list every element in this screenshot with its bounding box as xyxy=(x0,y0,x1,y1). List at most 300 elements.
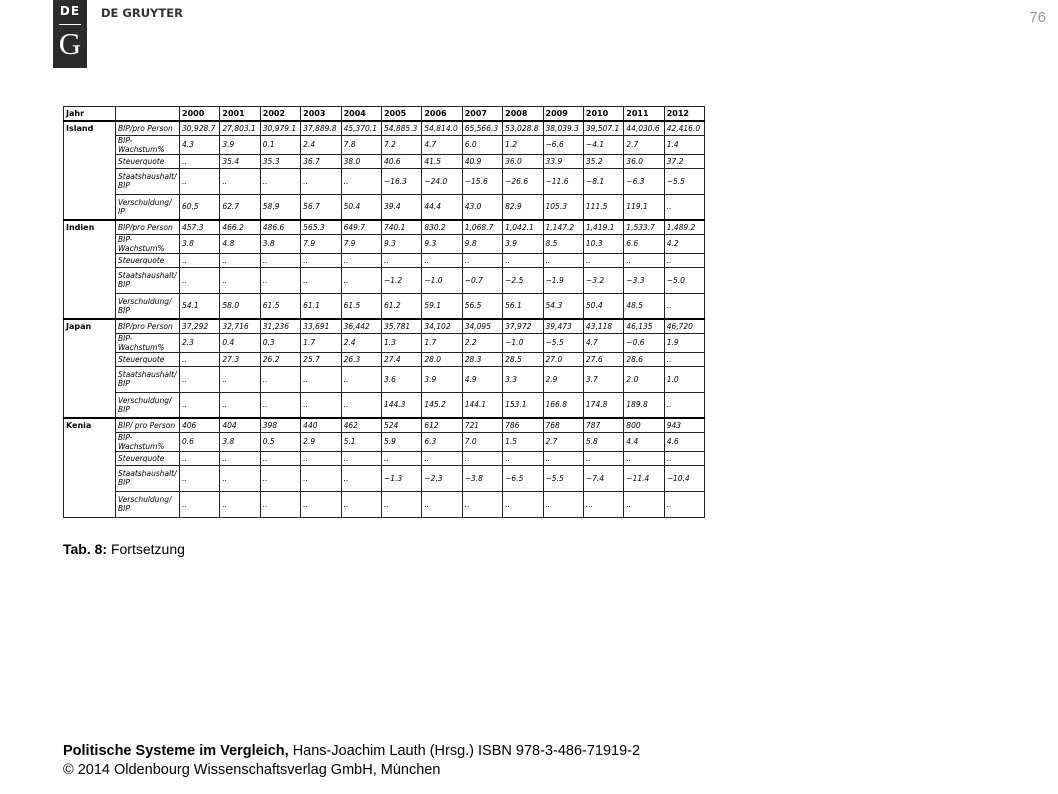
indicator-cell: Verschuldung/ IP xyxy=(116,194,180,220)
value-cell: 768 xyxy=(543,418,583,432)
indicator-cell: Staatshaushalt/ BIP xyxy=(116,267,180,293)
value-cell: −5.5 xyxy=(543,333,583,352)
value-cell: .. xyxy=(180,154,220,168)
value-cell: 36.7 xyxy=(301,154,341,168)
value-cell: .. xyxy=(180,168,220,194)
statistics-table xyxy=(63,106,705,518)
value-cell: 144.1 xyxy=(462,392,502,418)
value-cell: 2.9 xyxy=(301,432,341,451)
value-cell: 10.3 xyxy=(583,234,623,253)
caption-label: Tab. 8: xyxy=(63,541,108,557)
value-cell: 32,716 xyxy=(220,319,260,333)
value-cell: −0.6 xyxy=(624,333,664,352)
value-cell: 166.8 xyxy=(543,392,583,418)
caption-text: Fortsetzung xyxy=(110,541,185,557)
value-cell: −1.3 xyxy=(381,465,421,491)
indicator-cell: BIP/ pro Person xyxy=(116,418,180,432)
value-cell: 56.7 xyxy=(301,194,341,220)
indicator-cell: Staatshaushalt/ BIP xyxy=(116,168,180,194)
value-cell: .. xyxy=(341,253,381,267)
indicator-cell: BIP/pro Person xyxy=(116,319,180,333)
value-cell: 1.4 xyxy=(664,135,704,154)
value-cell: 61.5 xyxy=(260,293,300,319)
value-cell: −3.8 xyxy=(462,465,502,491)
value-cell: −11.6 xyxy=(543,168,583,194)
value-cell: 33.9 xyxy=(543,154,583,168)
value-cell: .. xyxy=(664,293,704,319)
table-header-cell: 2011 xyxy=(624,107,664,122)
indicator-cell: Staatshaushalt/ BIP xyxy=(116,465,180,491)
value-cell: .. xyxy=(180,253,220,267)
value-cell: .. xyxy=(624,491,664,517)
table-header-cell: 2012 xyxy=(664,107,704,122)
value-cell: 2.4 xyxy=(301,135,341,154)
value-cell: .. xyxy=(180,451,220,465)
value-cell: 38.0 xyxy=(341,154,381,168)
value-cell: .. xyxy=(220,253,260,267)
table-row xyxy=(64,333,705,352)
table-row xyxy=(64,465,705,491)
indicator-cell: BIP-Wachstum% xyxy=(116,234,180,253)
value-cell: 30,928.7 xyxy=(180,121,220,135)
value-cell: 0.3 xyxy=(260,333,300,352)
value-cell: −1.0 xyxy=(422,267,462,293)
value-cell: 44,030.6 xyxy=(624,121,664,135)
value-cell: 6.6 xyxy=(624,234,664,253)
value-cell: 42,416.0 xyxy=(664,121,704,135)
value-cell: 486.6 xyxy=(260,220,300,234)
value-cell: .. xyxy=(664,491,704,517)
value-cell: .. xyxy=(301,267,341,293)
value-cell: −0.7 xyxy=(462,267,502,293)
value-cell: 61.5 xyxy=(341,293,381,319)
value-cell: 3.9 xyxy=(220,135,260,154)
value-cell: .. xyxy=(260,465,300,491)
value-cell: .. xyxy=(664,451,704,465)
value-cell: 37,889.8 xyxy=(301,121,341,135)
value-cell: −5.5 xyxy=(543,465,583,491)
value-cell: 37,292 xyxy=(180,319,220,333)
value-cell: 35,781 xyxy=(381,319,421,333)
value-cell: −1.9 xyxy=(543,267,583,293)
indicator-cell: BIP/pro Person xyxy=(116,220,180,234)
value-cell: 37,972 xyxy=(503,319,543,333)
indicator-cell: BIP-Wachstum% xyxy=(116,333,180,352)
page-number: 76 xyxy=(1029,9,1046,26)
value-cell: .. xyxy=(341,168,381,194)
value-cell: 50.4 xyxy=(341,194,381,220)
value-cell: 54.3 xyxy=(543,293,583,319)
value-cell: 41.5 xyxy=(422,154,462,168)
value-cell: 1.2 xyxy=(503,135,543,154)
value-cell: .. xyxy=(180,392,220,418)
value-cell: 33,691 xyxy=(301,319,341,333)
table-header-cell: 2002 xyxy=(260,107,300,122)
value-cell: .. xyxy=(260,451,300,465)
value-cell: 5.8 xyxy=(583,432,623,451)
value-cell: −11.4 xyxy=(624,465,664,491)
table-header-cell: 2008 xyxy=(503,107,543,122)
value-cell: 145.2 xyxy=(422,392,462,418)
value-cell: −3.2 xyxy=(583,267,623,293)
table-row xyxy=(64,154,705,168)
value-cell: 43.0 xyxy=(462,194,502,220)
value-cell: .. xyxy=(583,451,623,465)
table-row xyxy=(64,234,705,253)
value-cell: .. xyxy=(260,366,300,392)
value-cell: .. xyxy=(220,267,260,293)
value-cell: 26.2 xyxy=(260,352,300,366)
value-cell: 3.3 xyxy=(503,366,543,392)
value-cell: 40.6 xyxy=(381,154,421,168)
value-cell: .. xyxy=(301,366,341,392)
logo-de-text: DE xyxy=(59,4,81,18)
value-cell: 3.8 xyxy=(180,234,220,253)
citation-line xyxy=(63,742,640,761)
indicator-cell: Verschuldung/ BIP xyxy=(116,392,180,418)
value-cell: 46,135 xyxy=(624,319,664,333)
value-cell: 4.6 xyxy=(664,432,704,451)
value-cell: −5.0 xyxy=(664,267,704,293)
value-cell: 7.9 xyxy=(301,234,341,253)
value-cell: 35.2 xyxy=(583,154,623,168)
value-cell: 1,533.7 xyxy=(624,220,664,234)
value-cell: 39,507.1 xyxy=(583,121,623,135)
table-header-cell: 2004 xyxy=(341,107,381,122)
value-cell: 119.1 xyxy=(624,194,664,220)
table-header-cell: 2000 xyxy=(180,107,220,122)
indicator-cell: Steuerquote xyxy=(116,451,180,465)
value-cell: 9.3 xyxy=(422,234,462,253)
book-info: Hans-Joachim Lauth (Hrsg.) ISBN 978-3-486-71919-2 xyxy=(292,743,641,759)
value-cell: 1,068.7 xyxy=(462,220,502,234)
value-cell: .. xyxy=(664,194,704,220)
indicator-cell: Staatshaushalt/ BIP xyxy=(116,366,180,392)
value-cell: 36,442 xyxy=(341,319,381,333)
value-cell: 27.3 xyxy=(220,352,260,366)
value-cell: .. xyxy=(301,451,341,465)
value-cell: −2.3 xyxy=(422,465,462,491)
value-cell: 82.9 xyxy=(503,194,543,220)
value-cell: 4.8 xyxy=(220,234,260,253)
value-cell: .. xyxy=(503,451,543,465)
table-header-cell: 2005 xyxy=(381,107,421,122)
table-row xyxy=(64,194,705,220)
value-cell: 39.4 xyxy=(381,194,421,220)
value-cell: .. xyxy=(422,253,462,267)
value-cell: 943 xyxy=(664,418,704,432)
value-cell: 462 xyxy=(341,418,381,432)
value-cell: .. xyxy=(260,267,300,293)
value-cell: 565.3 xyxy=(301,220,341,234)
value-cell: −6.5 xyxy=(503,465,543,491)
value-cell: 59.1 xyxy=(422,293,462,319)
value-cell: 27.4 xyxy=(381,352,421,366)
value-cell: 27.0 xyxy=(543,352,583,366)
value-cell: −3.3 xyxy=(624,267,664,293)
value-cell: 61.1 xyxy=(301,293,341,319)
value-cell: .. xyxy=(624,253,664,267)
value-cell: .. xyxy=(341,451,381,465)
value-cell: 524 xyxy=(381,418,421,432)
value-cell: 2.3 xyxy=(180,333,220,352)
table-row xyxy=(64,491,705,517)
value-cell: 48.5 xyxy=(624,293,664,319)
value-cell: 787 xyxy=(583,418,623,432)
value-cell: 37.2 xyxy=(664,154,704,168)
value-cell: 7.8 xyxy=(341,135,381,154)
value-cell: −1.0 xyxy=(503,333,543,352)
value-cell: −7.4 xyxy=(583,465,623,491)
value-cell: 25.7 xyxy=(301,352,341,366)
value-cell: 27,803.1 xyxy=(220,121,260,135)
value-cell: 105.3 xyxy=(543,194,583,220)
table-body xyxy=(64,121,705,517)
value-cell: −16.3 xyxy=(381,168,421,194)
value-cell: .. xyxy=(260,392,300,418)
table-row xyxy=(64,451,705,465)
value-cell: 1.9 xyxy=(664,333,704,352)
table-header-cell: 2003 xyxy=(301,107,341,122)
value-cell: 1,489.2 xyxy=(664,220,704,234)
value-cell: 50.4 xyxy=(583,293,623,319)
value-cell: 830.2 xyxy=(422,220,462,234)
country-cell: Kenia xyxy=(64,418,116,517)
value-cell: 56.1 xyxy=(503,293,543,319)
value-cell: −24.0 xyxy=(422,168,462,194)
value-cell: 5.9 xyxy=(381,432,421,451)
value-cell: 27.6 xyxy=(583,352,623,366)
value-cell: 4.9 xyxy=(462,366,502,392)
value-cell: −6.3 xyxy=(624,168,664,194)
value-cell: 36.0 xyxy=(624,154,664,168)
value-cell: .. xyxy=(462,253,502,267)
table-header-cell xyxy=(116,107,180,122)
value-cell: .. xyxy=(220,366,260,392)
table-header-cell: 2001 xyxy=(220,107,260,122)
value-cell: .. xyxy=(341,392,381,418)
value-cell: 0.4 xyxy=(220,333,260,352)
value-cell: .. xyxy=(301,392,341,418)
value-cell: 404 xyxy=(220,418,260,432)
value-cell: .. xyxy=(301,491,341,517)
value-cell: 406 xyxy=(180,418,220,432)
value-cell: −6.6 xyxy=(543,135,583,154)
value-cell: 800 xyxy=(624,418,664,432)
value-cell: 35.3 xyxy=(260,154,300,168)
table-header-cell: 2006 xyxy=(422,107,462,122)
value-cell: 34,095 xyxy=(462,319,502,333)
value-cell: .. xyxy=(180,366,220,392)
country-cell: Island xyxy=(64,121,116,220)
value-cell: .. xyxy=(220,491,260,517)
value-cell: −2.5 xyxy=(503,267,543,293)
value-cell: 786 xyxy=(503,418,543,432)
value-cell: 45,370.1 xyxy=(341,121,381,135)
table-row xyxy=(64,418,705,432)
value-cell: −4.1 xyxy=(583,135,623,154)
value-cell: 46,720 xyxy=(664,319,704,333)
value-cell: 5.1 xyxy=(341,432,381,451)
degruyter-logo xyxy=(53,0,87,68)
indicator-cell: Steuerquote xyxy=(116,154,180,168)
value-cell: 0.5 xyxy=(260,432,300,451)
value-cell: 0.1 xyxy=(260,135,300,154)
value-cell: 43,118 xyxy=(583,319,623,333)
value-cell: −8.1 xyxy=(583,168,623,194)
value-cell: 7.2 xyxy=(381,135,421,154)
value-cell: 65,566.3 xyxy=(462,121,502,135)
value-cell: 153.1 xyxy=(503,392,543,418)
value-cell: 649.7 xyxy=(341,220,381,234)
value-cell: .. xyxy=(503,491,543,517)
value-cell: 3.9 xyxy=(422,366,462,392)
value-cell: .. xyxy=(341,491,381,517)
value-cell: 2.7 xyxy=(624,135,664,154)
value-cell: 28.3 xyxy=(462,352,502,366)
value-cell: 1.5 xyxy=(503,432,543,451)
value-cell: −1.2 xyxy=(381,267,421,293)
indicator-cell: Steuerquote xyxy=(116,253,180,267)
table-row xyxy=(64,121,705,135)
value-cell: 612 xyxy=(422,418,462,432)
value-cell: .. xyxy=(220,465,260,491)
value-cell: .. xyxy=(220,392,260,418)
table-row xyxy=(64,267,705,293)
value-cell: 54.1 xyxy=(180,293,220,319)
value-cell: 62.7 xyxy=(220,194,260,220)
value-cell: 4.7 xyxy=(422,135,462,154)
indicator-cell: Verschuldung/ BIP xyxy=(116,293,180,319)
value-cell: .. xyxy=(422,491,462,517)
page-footer xyxy=(63,742,640,780)
value-cell: 111.5 xyxy=(583,194,623,220)
value-cell: 9.8 xyxy=(462,234,502,253)
table-header-cell: 2009 xyxy=(543,107,583,122)
publisher-name: DE GRUYTER xyxy=(101,6,183,20)
value-cell: .. xyxy=(543,451,583,465)
value-cell: 8.5 xyxy=(543,234,583,253)
book-title: Politische Systeme im Vergleich, xyxy=(63,743,289,759)
value-cell: 38,039.3 xyxy=(543,121,583,135)
value-cell: 1.0 xyxy=(664,366,704,392)
value-cell: 2.9 xyxy=(543,366,583,392)
value-cell: .. xyxy=(341,366,381,392)
value-cell: 4.2 xyxy=(664,234,704,253)
value-cell: 2.4 xyxy=(341,333,381,352)
table-header-cell: 2007 xyxy=(462,107,502,122)
value-cell: 34,102 xyxy=(422,319,462,333)
value-cell: 144.3 xyxy=(381,392,421,418)
indicator-cell: BIP-Wachstum% xyxy=(116,135,180,154)
logo-divider xyxy=(59,24,81,25)
value-cell: 398 xyxy=(260,418,300,432)
value-cell: .. xyxy=(341,267,381,293)
value-cell: 4.4 xyxy=(624,432,664,451)
value-cell: 54,814.0 xyxy=(422,121,462,135)
value-cell: −15.6 xyxy=(462,168,502,194)
value-cell: 1,042.1 xyxy=(503,220,543,234)
value-cell: 4.7 xyxy=(583,333,623,352)
indicator-cell: BIP-Wachstum% xyxy=(116,432,180,451)
value-cell: .. xyxy=(180,491,220,517)
value-cell: .. xyxy=(180,267,220,293)
indicator-cell: Verschuldung/ BIP xyxy=(116,491,180,517)
value-cell: 28.0 xyxy=(422,352,462,366)
value-cell: 40.9 xyxy=(462,154,502,168)
value-cell: .. xyxy=(220,168,260,194)
value-cell: 740.1 xyxy=(381,220,421,234)
value-cell: .. xyxy=(301,168,341,194)
table-row xyxy=(64,293,705,319)
value-cell: 174.8 xyxy=(583,392,623,418)
value-cell: ... xyxy=(583,491,623,517)
value-cell: 36.0 xyxy=(503,154,543,168)
value-cell: .. xyxy=(664,392,704,418)
value-cell: 30,979.1 xyxy=(260,121,300,135)
value-cell: 440 xyxy=(301,418,341,432)
value-cell: 2.0 xyxy=(624,366,664,392)
value-cell: 6.0 xyxy=(462,135,502,154)
value-cell: 189.8 xyxy=(624,392,664,418)
value-cell: .. xyxy=(180,352,220,366)
value-cell: .. xyxy=(462,491,502,517)
value-cell: .. xyxy=(220,451,260,465)
value-cell: 31,236 xyxy=(260,319,300,333)
table-header-cell: Jahr xyxy=(64,107,116,122)
value-cell: 39,473 xyxy=(543,319,583,333)
table-row xyxy=(64,352,705,366)
table-row xyxy=(64,366,705,392)
value-cell: 6.3 xyxy=(422,432,462,451)
value-cell: 26.3 xyxy=(341,352,381,366)
value-cell: 3.8 xyxy=(220,432,260,451)
value-cell: 7.0 xyxy=(462,432,502,451)
value-cell: .. xyxy=(664,352,704,366)
value-cell: 1.7 xyxy=(422,333,462,352)
value-cell: .. xyxy=(381,451,421,465)
value-cell: .. xyxy=(301,465,341,491)
table-row xyxy=(64,432,705,451)
value-cell: .. xyxy=(381,491,421,517)
value-cell: 466.2 xyxy=(220,220,260,234)
value-cell: .. xyxy=(462,451,502,465)
value-cell: .. xyxy=(260,168,300,194)
value-cell: .. xyxy=(341,465,381,491)
value-cell: 1.3 xyxy=(381,333,421,352)
value-cell: −26.6 xyxy=(503,168,543,194)
table-header-row xyxy=(64,107,705,122)
value-cell: 7.9 xyxy=(341,234,381,253)
value-cell: 1.7 xyxy=(301,333,341,352)
table-row xyxy=(64,168,705,194)
table-row xyxy=(64,220,705,234)
value-cell: .. xyxy=(583,253,623,267)
value-cell: 58.0 xyxy=(220,293,260,319)
value-cell: .. xyxy=(543,253,583,267)
value-cell: 54,885.3 xyxy=(381,121,421,135)
table-row xyxy=(64,135,705,154)
value-cell: 1,147.2 xyxy=(543,220,583,234)
value-cell: 61.2 xyxy=(381,293,421,319)
value-cell: 9.3 xyxy=(381,234,421,253)
country-cell: Japan xyxy=(64,319,116,418)
value-cell: 457.3 xyxy=(180,220,220,234)
table-header-cell: 2010 xyxy=(583,107,623,122)
value-cell: 60.5 xyxy=(180,194,220,220)
value-cell: 44.4 xyxy=(422,194,462,220)
value-cell: 58.9 xyxy=(260,194,300,220)
